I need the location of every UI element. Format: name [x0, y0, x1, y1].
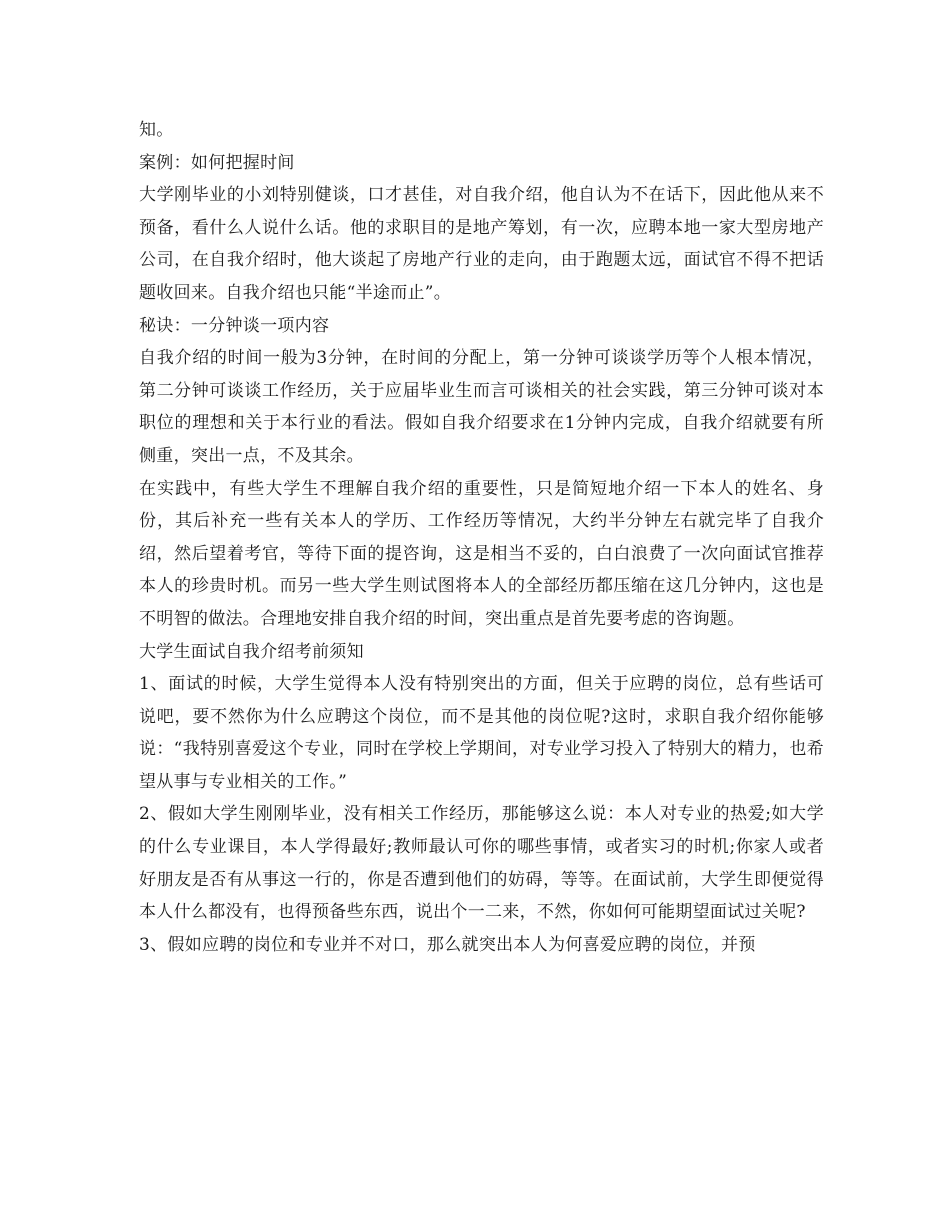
paragraph-3: 大学刚毕业的小刘特别健谈，口才甚佳，对自我介绍，他自认为不在话下，因此他从来不预备，看什么人说什么话。他的求职目的是地产筹划，有一次，应聘本地一家大型房地产公司，在自我介绍时，他大谈起了房地产行业的走向，由于跑题太远，面试官不得不把话题收回来。自我介绍也只能“半途而止”。 — [139, 185, 824, 303]
paragraph-1: 知。 — [139, 120, 174, 140]
paragraph-5: 自我介绍的时间一般为3分钟，在时间的分配上，第一分钟可谈谈学历等个人根本情况，第二分钟可谈谈工作经历，关于应届毕业生而言可谈相关的社会实践，第三分钟可谈对本职位的理想和关于本行业的看法。假如自我介绍要求在1分钟内完成，自我介绍就要有所侧重，突出一点，不及其余。 — [139, 348, 824, 466]
section-heading-tip: 秘诀：一分钟谈一项内容 — [139, 315, 330, 336]
list-item-1: 1、面试的时候，大学生觉得本人没有特别突出的方面，但关于应聘的岗位，总有些话可说吧，要不然你为什么应聘这个岗位，而不是其他的岗位呢?这时，求职自我介绍你能够说：“我特别喜爱这个专业，同时在学校上学期间，对专业学习投入了特别大的精力，也希望从事与专业相关的工作。” — [139, 674, 824, 792]
section-heading-case: 案例：如何把握时间 — [139, 152, 295, 173]
list-item-3: 3、假如应聘的岗位和专业并不对口，那么就突出本人为何喜爱应聘的岗位，并预 — [139, 934, 756, 955]
paragraph-6: 在实践中，有些大学生不理解自我介绍的重要性，只是简短地介绍一下本人的姓名、身份，其后补充一些有关本人的学历、工作经历等情况，大约半分钟左右就完毕了自我介绍，然后望着考官，等待下面的提咨询，这是相当不妥的，白白浪费了一次向面试官推荐本人的珍贵时机。而另一些大学生则试图将本人的全部经历都压缩在这几分钟内，这也是不明智的做法。合理地安排自我介绍的时间，突出重点是首先要考虑的咨询题。 — [139, 478, 824, 629]
section-heading-notes: 大学生面试自我介绍考前须知 — [139, 641, 364, 662]
document-body — [139, 114, 824, 961]
list-item-2: 2、假如大学生刚刚毕业，没有相关工作经历，那能够这么说：本人对专业的热爱;如大学的什么专业课目，本人学得最好;教师最认可你的哪些事情，或者实习的时机;你家人或者好朋友是否有从事这一行的，你是否遭到他们的妨碍，等等。在面试前，大学生即便觉得本人什么都没有，也得预备些东西，说出个一二来，不然，你如何可能期望面试过关呢? — [139, 804, 824, 923]
